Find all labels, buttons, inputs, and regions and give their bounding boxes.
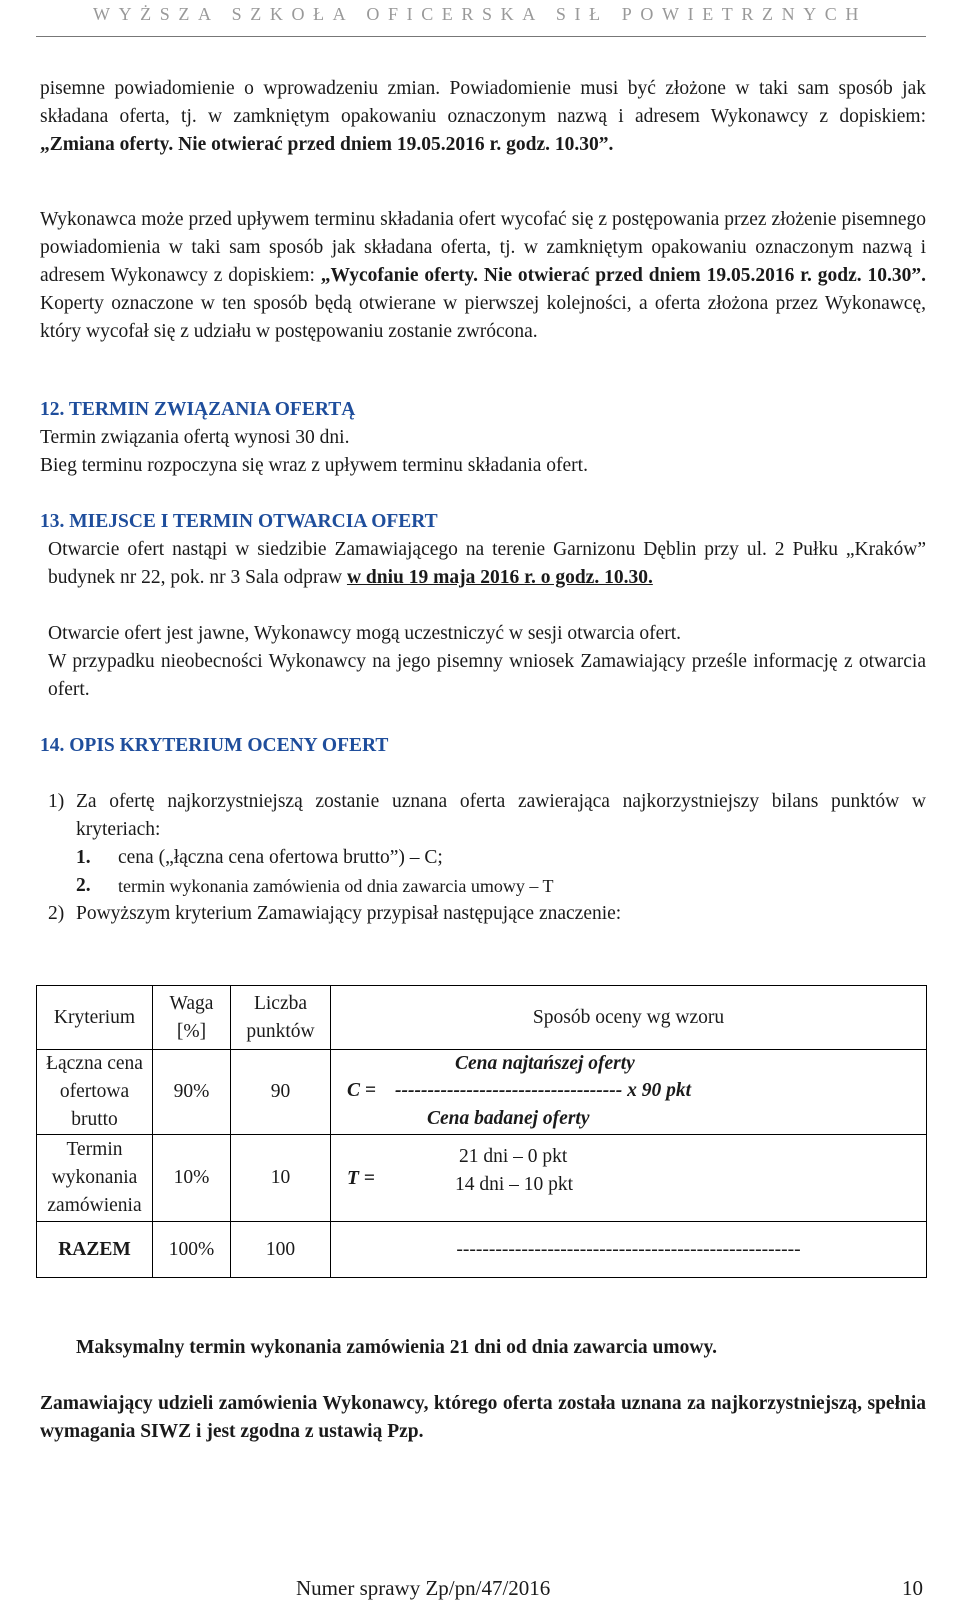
formula-variable: T = xyxy=(347,1168,375,1189)
section-13-line-2: Otwarcie ofert jest jawne, Wykonawcy mogą uczestniczyć w sesji otwarcia ofert. xyxy=(48,623,682,644)
total-points: 100 xyxy=(231,1222,331,1278)
award-note: Zamawiający udzieli zamówienia Wykonawcy, którego oferta została uznana za najkorzystniejszą, spełnia wymagania SIWZ i jest zgodna z ustawią Pzp. xyxy=(40,1393,926,1442)
paragraph-text: Wykonawca może przed upływem terminu składania ofert wycofać się z postępowania przez złożenie pisemnego powiadomienia w taki sam sposób jak składana oferta, tj. w zamkniętym opakowaniu oznaczonym nazwą i adresem Wykonawcy z dopiskiem: xyxy=(40,209,926,286)
paragraph-change-notice xyxy=(40,75,926,159)
criterion-weight: 90% xyxy=(153,1050,231,1135)
criterion-name: Termin wykonania zamówienia xyxy=(37,1135,153,1222)
paragraph-bold-text: „Zmiana oferty. Nie otwierać przed dniem 19.05.2016 r. godz. 10.30”. xyxy=(40,134,614,155)
term-formula xyxy=(331,1135,926,1221)
section-14-heading: 14. OPIS KRYTERIUM OCENY OFERT xyxy=(40,735,389,756)
sub-list-number: 2. xyxy=(76,875,91,896)
total-label: RAZEM xyxy=(37,1222,153,1278)
paragraph-text: Otwarcie ofert nastąpi w siedzibie Zamawiającego na terenie Garnizonu Dęblin przy ul. 2 Pułku „Kraków” budynek nr 22, pok. nr 3 Sala odpraw xyxy=(48,539,926,588)
section-12-line-1: Termin związania ofertą wynosi 30 dni. xyxy=(40,427,350,448)
paragraph-text: pisemne powiadomienie o wprowadzeniu zmian. Powiadomienie musi być złożone w taki sam sposób jak składana oferta, tj. w zamkniętym opakowaniu oznaczonym nazwą i adresem Wykonawcy z dopiskiem: xyxy=(40,78,926,127)
header-cell: Liczba punktów xyxy=(231,986,331,1050)
formula-fraction-line: ----------------------------------- x 90 pkt xyxy=(395,1080,692,1101)
sub-list-item-term: termin wykonania zamówienia od dnia zawarcia umowy – T xyxy=(118,876,554,896)
table-row xyxy=(37,1050,927,1135)
section-12-line-2: Bieg terminu rozpoczyna się wraz z upływem terminu składania ofert. xyxy=(40,455,588,476)
max-term-note: Maksymalny termin wykonania zamówienia 21 dni od dnia zawarcia umowy. xyxy=(76,1337,718,1358)
paragraph-bold-text: „Wycofanie oferty. Nie otwierać przed dniem 19.05.2016 r. godz. 10.30”. xyxy=(320,265,926,286)
criterion-name: Łączna cena ofertowa brutto xyxy=(37,1050,153,1135)
list-item-criteria: Za ofertę najkorzystniejszą zostanie uznana oferta zawierająca najkorzystniejszy bilans punktów w kryteriach: xyxy=(76,791,926,840)
table-row-total xyxy=(37,1222,927,1278)
section-12-heading: 12. TERMIN ZWIĄZANIA OFERTĄ xyxy=(40,399,356,420)
criterion-formula xyxy=(331,1135,927,1222)
total-weight: 100% xyxy=(153,1222,231,1278)
list-number: 1) xyxy=(48,791,65,812)
criterion-points: 90 xyxy=(231,1050,331,1135)
section-13-heading: 13. MIEJSCE I TERMIN OTWARCIA OFERT xyxy=(40,511,438,532)
criterion-points: 10 xyxy=(231,1135,331,1222)
sub-list-item-price: cena („łączna cena ofertowa brutto”) – C; xyxy=(118,847,443,868)
list-number: 2) xyxy=(48,903,65,924)
formula-line-1: 21 dni – 0 pkt xyxy=(459,1146,568,1167)
formula-numerator: Cena najtańszej oferty xyxy=(455,1053,635,1074)
table-row xyxy=(37,1135,927,1222)
document-header: WYŻSZA SZKOŁA OFICERSKA SIŁ POWIETRZNYCH xyxy=(92,4,867,24)
formula-denominator: Cena badanej oferty xyxy=(427,1108,590,1129)
header-rule xyxy=(36,36,926,37)
section-13-paragraph-3: W przypadku nieobecności Wykonawcy na jego pisemny wniosek Zamawiający prześle informację z otwarcia ofert. xyxy=(48,651,926,700)
criteria-table xyxy=(36,985,927,1278)
total-formula: ----------------------------------------------------- xyxy=(331,1222,927,1278)
sub-list-number: 1. xyxy=(76,847,91,868)
case-number: Numer sprawy Zp/pn/47/2016 xyxy=(296,1576,551,1600)
criterion-formula xyxy=(331,1050,927,1135)
formula-variable: C = xyxy=(347,1080,376,1101)
criterion-weight: 10% xyxy=(153,1135,231,1222)
header-cell: Sposób oceny wg wzoru xyxy=(331,986,927,1050)
page-number: 10 xyxy=(902,1576,923,1600)
header-cell: Waga [%] xyxy=(153,986,231,1050)
price-formula xyxy=(331,1050,926,1134)
header-cell: Kryterium xyxy=(37,986,153,1050)
opening-date-text: w dniu 19 maja 2016 r. o godz. 10.30. xyxy=(346,567,653,588)
section-13-paragraph xyxy=(48,536,926,592)
formula-line-2: 14 dni – 10 pkt xyxy=(455,1174,574,1195)
list-item-weights: Powyższym kryterium Zamawiający przypisał następujące znaczenie: xyxy=(76,903,622,924)
table-header-row xyxy=(37,986,927,1050)
paragraph-text: Koperty oznaczone w ten sposób będą otwierane w pierwszej kolejności, a oferta złożona przez Wykonawcę, który wycofał się z udziału w postępowaniu zostanie zwrócona. xyxy=(40,293,926,342)
paragraph-withdrawal xyxy=(40,206,926,346)
